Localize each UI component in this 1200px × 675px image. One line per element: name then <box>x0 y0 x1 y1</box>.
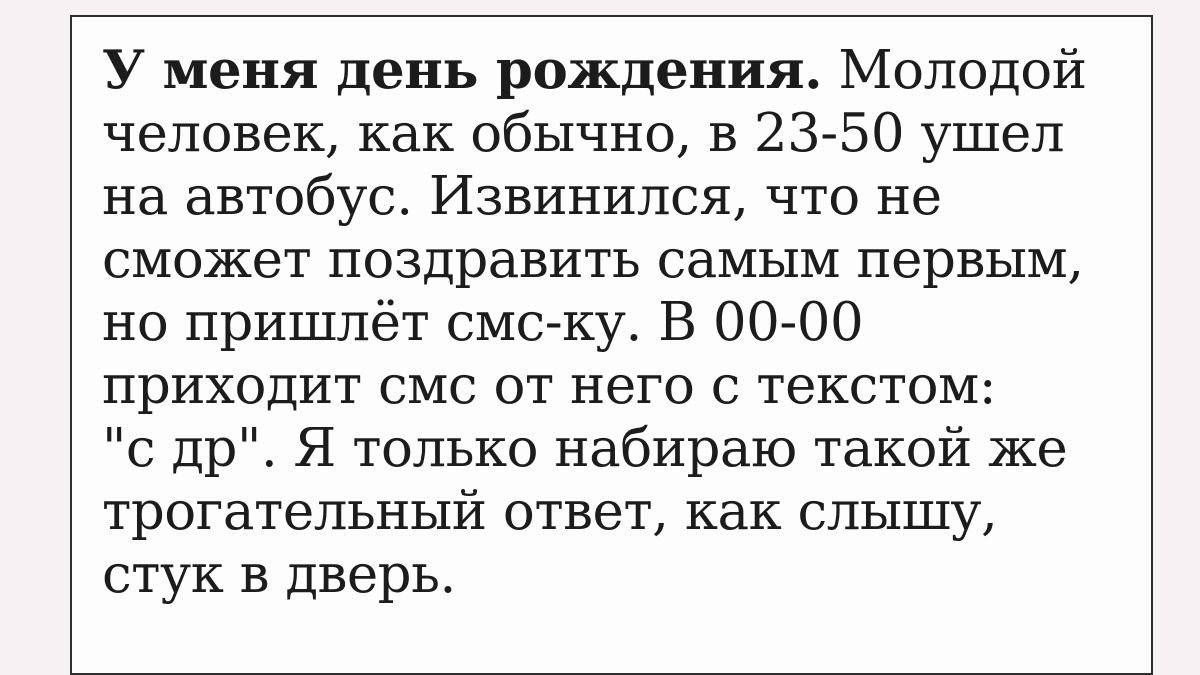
joke-card <box>70 15 1153 675</box>
text-line <box>102 165 1127 228</box>
line-text: Молодой <box>822 40 1087 101</box>
text-line <box>102 480 1127 543</box>
line-text: "с др". Я только набираю такой же <box>102 418 1068 479</box>
joke-text <box>102 39 1127 606</box>
line-text: трогательный ответ, как слышу, <box>102 481 998 542</box>
text-line <box>102 102 1127 165</box>
line-text: сможет поздравить самым первым, <box>102 229 1084 290</box>
text-line <box>102 417 1127 480</box>
text-line <box>102 291 1127 354</box>
text-line <box>102 354 1127 417</box>
text-line <box>102 39 1127 102</box>
line-text: человек, как обычно, в 23-50 ушел <box>102 103 1064 164</box>
text-line <box>102 543 1127 606</box>
line-text: приходит смс от него с текстом: <box>102 355 997 416</box>
text-line <box>102 228 1127 291</box>
line-text: стук в дверь. <box>102 544 456 605</box>
lead-bold-text: У меня день рождения. <box>102 39 823 101</box>
line-text: на автобус. Извинился, что не <box>102 166 942 227</box>
line-text: но пришлёт смс-ку. В 00-00 <box>102 292 864 353</box>
